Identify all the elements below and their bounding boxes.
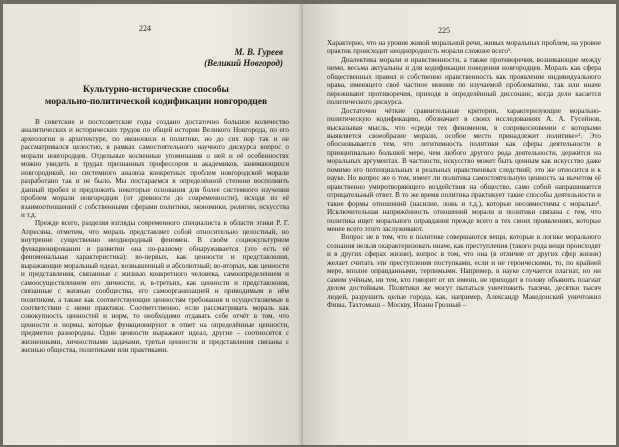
author-city: (Великий Новгород)	[204, 58, 283, 68]
paragraph: Достаточно чёткие сравнительные критерии, характеризующие морально-политическую кодификацию, обозначает в своих исследованиях А. А. Гусейнов, высказывая мысль, что «среди тех феноменов, в соприкосновении с которыми выявляется своеобразие морали, особое место принадлежит политике»². Это обосновывается тем, что легитимность политики как сферы деятельности в принципиально большей мере, чем любого другого рода деятельности, держится на моральных аргументах. В частности, искусство может быть ценным как искусство даже помимо его потенциальных и реальных нравственных следствий; это же относится и к науке. Но вопрос же о том, имеет ли политика самостоятельную ценность за вычетом её нравственно умиротворяющего воздействия на общество, само собой напрашивается отрицательный ответ. В то же время политика практикует такие способы деятельности и такие формы отношений (насилие, ложь и т.д.), которые несовместимы с моралью³. Исключительная напряжённость отношений морали и политики связана с тем, что политика ищет морального оправдания прежде всего в тех своих проявлениях, которые менее всего этого заслуживают.	[327, 106, 601, 233]
paragraph: В советские и постсоветские годы создано достаточно большое количество аналитических и исторических трудов по общей истории Великого Новгорода, по его археологии и архитектуре, по иконописи и политике, но до сих пор так и не рассматривался целостно, в рамках самостоятельного научного дискурса вопрос о морали новгородцев. Отдельные косвенные упоминания о ней и её особенностях можно увидеть в трудах признанных профессоров и академиков, занимающихся новгородикой, но системного анализа конкретных проблем новгородской морали разработано так и не было. Мы постараемся в определённой степени восполнить данный пробел и предложить некоторые основания для более системного изучения проблем морали новгородцев (от древности до современности), исходя из её взаимоотношений с собственными сферами политики, экономики, религии, искусства и т.д.	[21, 118, 289, 219]
right-page	[303, 4, 616, 445]
page-number-left: 224	[139, 24, 151, 33]
page-number-right: 225	[438, 26, 450, 35]
left-page	[3, 4, 303, 445]
title-line-2: морально-политической кодификации новгородцев	[44, 97, 268, 107]
paragraph: Диалектика морали и нравственности, а также противоречия, возникающие между ними, весьма актуальны и для кодификации поведения новгородцев. Мораль как сфера общественных правил и собственно нравственность как проявление индивидуального нрава, имеющего своё частное мнение по изучаемой проблематике, так или иначе переживают противоречия, приходя в определённый диссонанс, когда дело касается политического дискурса.	[327, 55, 601, 107]
left-body-text	[21, 118, 289, 440]
paragraph: Прежде всего, разделяя взгляды современного специалиста в области этики Р. Г. Апресяна, отметим, что мораль представляет собой относительно целостный, но внутренне существенно неоднородный феномен. В своём социокультурном функционировании и развитии она по-разному обнаруживается (это есть её феноменальная характеристика): во-первых, как ценности и представления, выражающие моральный идеал, возвышенный и абсолютный; во-вторых, как ценности и представления, связанные с жизнью конкретного человека, самоопределением и самоосуществлением его личности, и, в-третьих, как ценности и представления, связанные с жизнью сообщества, его самоорганизацией и приводимым в нём политиком, а также как соответствующие ценностям требования и осуществляемые в соответствии с ними практики. Соответственно, если рассматривать мораль как совокупность ценностей и норм, то необходимо отдавать себе отчёт в том, что ценности и нормы, которые функционируют в ответ на определённые ценности, предметно разнородны. Одни ценности выражают идеал, другие – соотносятся с жизненными, личностными задачами, третьи ценности и представления связаны с жизнью общества, политиками или практиками.	[21, 219, 289, 355]
article-title	[31, 84, 281, 108]
right-body-text	[327, 39, 601, 443]
paragraph: Характерно, что на уровне живой моральной речи, живых моральных проблем, на уровне практик происходит неоднородность морали сложнее всего¹.	[327, 39, 601, 56]
author-block	[204, 47, 283, 69]
paragraph: Вопрос не в том, что в политике совершаются вещи, которые в логике морального сознания нельзя охарактеризовать иначе, как преступления (такого рода вещи происходят и в других сферах жизни), вопрос в том, что она (в отличие от других сфер жизни) желает считать эти преступления поступками, если и не героическими, то, по крайней мере, вполне оправданными, терпимыми. Например, в науке случается плагиат, но ни самим учёным, ни тем, кто говорит от их имени, не приходит в голову объявить плагиат делом достойным. Политики же могут пытаться уничтожить тысячи, десятки тысяч людей, разрушить целые города, как, например, Александр Македонский уничтожил Фивы, Тахтомыш – Москву, Иоанн Грозный –	[327, 233, 601, 310]
title-line-1: Культурно-исторические способы	[83, 85, 229, 95]
author-name: М. В. Гуреев	[234, 47, 283, 57]
